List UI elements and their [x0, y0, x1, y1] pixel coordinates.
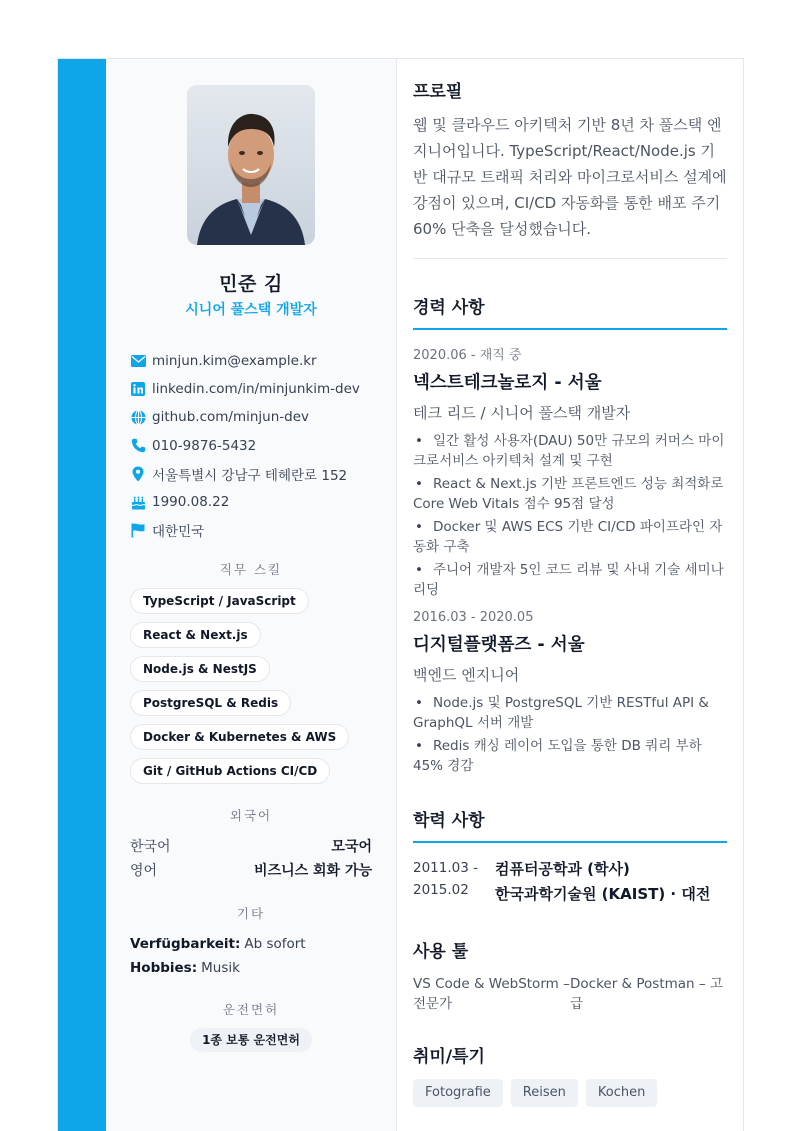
education-section	[413, 806, 727, 907]
tools-heading: 사용 툴	[413, 942, 469, 962]
interest-tag: Kochen	[586, 1079, 657, 1107]
misc-list	[130, 932, 372, 980]
education-school: 한국과학기술원 (KAIST) · 대전	[495, 885, 711, 903]
misc-label: Verfügbarkeit:	[130, 936, 241, 953]
contact-nationality-text: 대한민국	[152, 524, 205, 541]
job-date: 2016.03 - 2020.05	[413, 610, 534, 625]
phone-icon	[130, 438, 146, 454]
tool-item: Docker & Postman – 고급	[570, 976, 723, 1012]
interests-heading: 취미/특기	[413, 1047, 485, 1067]
language-level: 모국어	[331, 839, 372, 856]
misc-row	[130, 932, 372, 956]
experience-section	[413, 293, 727, 776]
skills-heading: 직무 스킬	[219, 562, 283, 578]
job-role: 백엔드 엔지니어	[413, 666, 520, 684]
interest-tag: Fotografie	[413, 1079, 503, 1107]
education-date-start: 2011.03 -	[413, 860, 478, 876]
education-heading: 학력 사항	[413, 806, 727, 843]
skill-chip: PostgreSQL & Redis	[130, 690, 291, 716]
job-bullet-text: Redis 캐싱 레이어 도입을 통한 DB 쿼리 부하 45% 경감	[413, 738, 702, 774]
profile-summary: 웹 및 클라우드 아키텍처 기반 8년 차 풀스택 엔지니어입니다. TypeScript/React/Node.js 기반 대규모 트래픽 처리와 마이크로서비스 설계에 강점이 있으며, CI/CD 자동화를 통한 배포 주기 60% 단축을 달성했습니다.	[413, 112, 727, 259]
job-bullet: • React & Next.js 기반 프론트엔드 성능 최적화로 Core Web Vitals 점수 95점 달성	[413, 476, 724, 512]
languages-heading: 외국어	[229, 808, 273, 824]
interests-list	[413, 1079, 727, 1107]
contact-list	[130, 347, 372, 544]
license-heading: 운전면허	[222, 1002, 280, 1018]
skills-list	[130, 588, 372, 784]
contact-linkedin-text: linkedin.com/in/minjunkim-dev	[152, 381, 360, 398]
education-dates	[413, 857, 495, 907]
job-company: 넥스트테크놀로지 - 서울	[413, 373, 602, 393]
job-entry	[413, 610, 727, 776]
education-body	[495, 857, 710, 907]
education-degree: 컴퓨터공학과 (학사)	[495, 860, 630, 878]
contact-linkedin[interactable]	[130, 375, 372, 403]
interests-section	[413, 1042, 727, 1107]
misc-value: Ab sofort	[244, 936, 306, 953]
license-wrap	[130, 1028, 372, 1052]
languages-list	[130, 834, 372, 882]
profile-photo	[187, 85, 315, 245]
flag-icon	[130, 522, 146, 538]
job-bullet: • Redis 캐싱 레이어 도입을 통한 DB 쿼리 부하 45% 경감	[413, 738, 702, 774]
job-company: 디지털플랫폼즈 - 서울	[413, 635, 585, 655]
tool-item: VS Code & WebStorm – 전문가	[413, 976, 570, 1012]
job-entry	[413, 344, 727, 600]
contact-email[interactable]	[130, 347, 372, 375]
skill-chip: Git / GitHub Actions CI/CD	[130, 758, 330, 784]
job-bullet-text: 주니어 개발자 5인 코드 리뷰 및 사내 기술 세미나 리딩	[413, 562, 724, 598]
job-bullets	[413, 431, 727, 600]
contact-nationality	[130, 516, 372, 544]
language-row	[130, 858, 372, 882]
license-badge: 1종 보통 운전면허	[190, 1028, 312, 1052]
resume-page	[57, 58, 744, 1131]
contact-phone[interactable]	[130, 432, 372, 460]
tools-section	[413, 937, 727, 1014]
map-pin-icon	[130, 466, 146, 482]
contact-email-text: minjun.kim@example.kr	[152, 353, 317, 370]
education-date-end: 2015.02	[413, 882, 469, 898]
job-bullets	[413, 693, 727, 776]
profile-heading: 프로필	[413, 82, 463, 102]
language-name: 한국어	[130, 839, 171, 856]
contact-phone-text: 010-9876-5432	[152, 437, 257, 454]
linkedin-icon	[130, 381, 146, 397]
misc-label: Hobbies:	[130, 960, 198, 977]
candidate-name: 민준 김	[219, 273, 283, 295]
tools-list	[413, 974, 727, 1014]
contact-birthdate-text: 1990.08.22	[152, 494, 230, 511]
experience-heading: 경력 사항	[413, 293, 727, 330]
job-role: 테크 리드 / 시니어 풀스택 개발자	[413, 404, 631, 422]
job-bullet: • Docker 및 AWS ECS 기반 CI/CD 파이프라인 자동화 구축	[413, 519, 723, 555]
misc-row	[130, 956, 372, 980]
education-entry	[413, 857, 727, 907]
skill-chip: React & Next.js	[130, 622, 261, 648]
job-bullet-text: React & Next.js 기반 프론트엔드 성능 최적화로 Core Web Vitals 점수 95점 달성	[413, 476, 724, 512]
skill-chip: Docker & Kubernetes & AWS	[130, 724, 349, 750]
language-row	[130, 834, 372, 858]
skill-chip: Node.js & NestJS	[130, 656, 270, 682]
misc-value: Musik	[201, 960, 240, 977]
contact-birthdate	[130, 488, 372, 516]
contact-address-text: 서울특별시 강남구 테헤란로 152	[152, 467, 348, 484]
job-date: 2020.06 - 재직 중	[413, 348, 522, 363]
job-bullet-text: Node.js 및 PostgreSQL 기반 RESTful API & GraphQL 서버 개발	[413, 695, 709, 731]
contact-github[interactable]	[130, 403, 372, 431]
language-name: 영어	[130, 863, 158, 880]
skill-chip: TypeScript / JavaScript	[130, 588, 309, 614]
contact-address	[130, 460, 372, 488]
job-bullet-text: 일간 활성 사용자(DAU) 50만 규모의 커머스 마이크로서비스 아키텍처 설계 및 구현	[413, 433, 725, 469]
job-bullet-text: Docker 및 AWS ECS 기반 CI/CD 파이프라인 자동화 구축	[413, 519, 723, 555]
contact-github-text: github.com/minjun-dev	[152, 409, 310, 426]
interest-tag: Reisen	[511, 1079, 578, 1107]
candidate-title: 시니어 풀스택 개발자	[185, 302, 317, 318]
sidebar	[106, 59, 397, 1131]
accent-bar	[58, 59, 106, 1131]
job-bullet: • Node.js 및 PostgreSQL 기반 RESTful API & GraphQL 서버 개발	[413, 695, 709, 731]
language-level: 비즈니스 회화 가능	[254, 863, 372, 880]
job-bullet: • 주니어 개발자 5인 코드 리뷰 및 사내 기술 세미나 리딩	[413, 562, 724, 598]
profile-section	[413, 77, 727, 259]
main-content	[397, 59, 743, 1131]
globe-icon	[130, 409, 146, 425]
birthday-cake-icon	[130, 494, 146, 510]
misc-heading: 기타	[236, 906, 266, 922]
job-bullet: • 일간 활성 사용자(DAU) 50만 규모의 커머스 마이크로서비스 아키텍처 설계 및 구현	[413, 433, 725, 469]
envelope-icon	[130, 353, 146, 369]
